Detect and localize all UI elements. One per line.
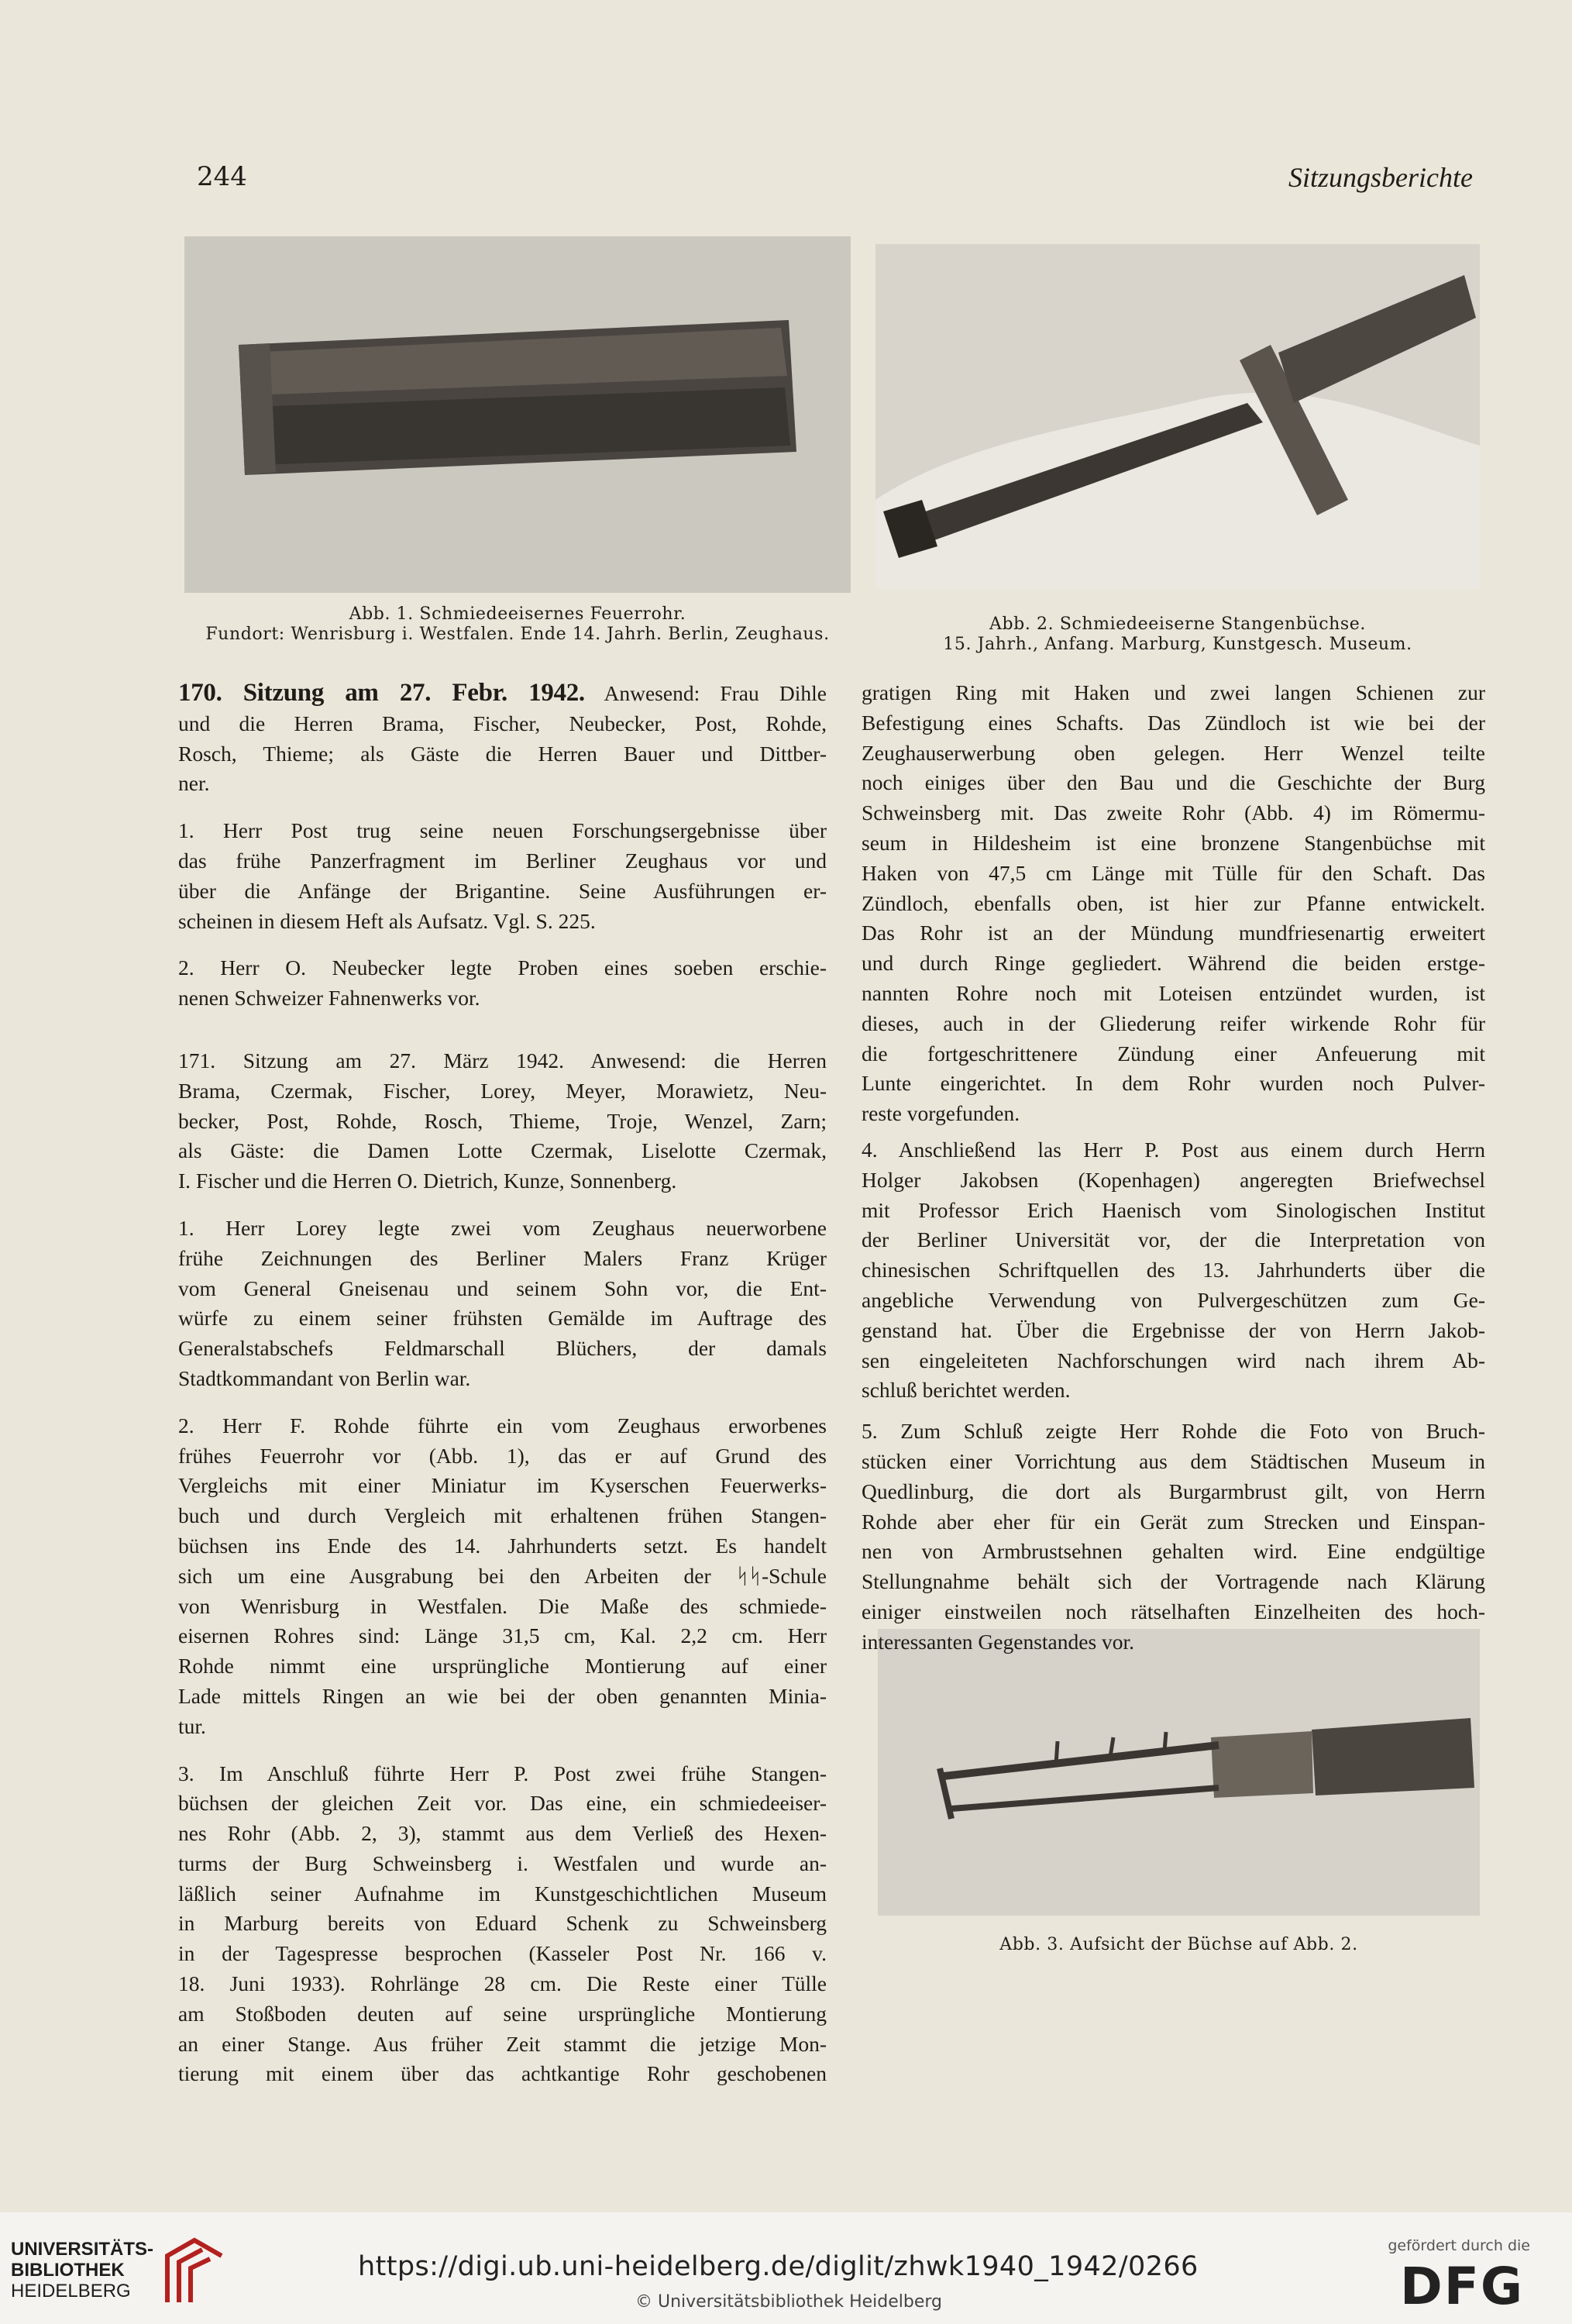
figure-1-caption-line: Fundort: Wenrisburg i. Westfalen. Ende 14. Jahrh. Berlin, Zeughaus. [205,625,830,644]
left-column [178,678,827,2089]
text-line: ner. [178,771,210,796]
text-line: 1. Herr Lorey legte zwei vom Zeughaus neuerworbene [178,1215,827,1240]
text-line: Brama, Czermak, Fischer, Lorey, Meyer, Morawietz, Neu- [178,1078,827,1103]
library-name-line: BIBLIOTHEK [11,2260,125,2281]
text-line: sich um eine Ausgrabung bei den Arbeiten der ᛋᛋ-Schule [178,1563,827,1588]
text-line: 3. Im Anschluß führte Herr P. Post zwei frühe Stangen- [178,1761,827,1785]
text-line: Zeughauserwerbung oben gelegen. Herr Wenzel teilte [862,740,1485,765]
text-line: chinesischen Schriftquellen des 13. Jahrhunderts über die [862,1258,1485,1283]
text-line: tierung mit einem über das achtkantige Rohr geschobenen [178,2061,827,2086]
figure-2-caption-line: Abb. 2. Schmiedeeiserne Stangenbüchse. [989,615,1366,634]
text-line: angebliche Verwendung von Pulvergeschützen zum Ge- [862,1287,1485,1312]
text-line: Rohde nimmt eine ursprüngliche Montierung auf einer [178,1654,827,1678]
text-line: nen von Armbrustsehnen gehalten wird. Eine endgültige [862,1539,1485,1564]
text-line: 18. Juni 1933). Rohrlänge 28 cm. Die Reste einer Tülle [178,1971,827,1996]
running-title: Sitzungsberichte [1288,162,1473,193]
text-line: einiger einstweilen noch rätselhaften Einzelheiten des hoch- [862,1599,1485,1623]
text-line: Rosch, Thieme; als Gäste die Herren Bauer und Dittber- [178,741,827,766]
text-line: becker, Post, Rohde, Rosch, Thieme, Troje, Wenzel, Zarn; [178,1108,827,1133]
text-line: gratigen Ring mit Haken und zwei langen Schienen zur [862,680,1485,704]
figure-1-caption-line: Abb. 1. Schmiedeeisernes Feuerrohr. [349,604,686,624]
page-number: 244 [197,161,247,192]
figure-1-caption [184,604,851,645]
text-line: Stellungnahme behält sich der Vortragende nach Klärung [862,1569,1485,1594]
text-line: Rohde aber eher für ein Gerät zum Strecken und Einspan- [862,1509,1485,1534]
text-line: Lade mittels Ringen an wie bei der oben genannten Minia- [178,1683,827,1708]
figure-3-caption-line: Abb. 3. Aufsicht der Büchse auf Abb. 2. [999,1935,1358,1954]
text-line: Holger Jakobsen (Kopenhagen) angeregten Briefwechsel [862,1167,1485,1192]
text-line: am Stoßboden deuten auf seine ursprüngliche Montierung [178,2001,827,2026]
figure-2-caption-line: 15. Jahrh., Anfang. Marburg, Kunstgesch. Museum. [943,635,1412,654]
page-header [183,161,1500,200]
funding-note: gefördert durch die [1388,2237,1530,2254]
text-line: Generalstabschefs Feldmarschall Blüchers, der damals [178,1336,827,1361]
text-line: schluß berichtet werden. [862,1378,1071,1403]
text-line: Haken von 47,5 cm Länge mit Tülle für den Schaft. Das [862,860,1485,885]
figure-2-caption [875,615,1480,655]
text-line: läßlich seiner Aufnahme im Kunstgeschichtlichen Museum [178,1881,827,1906]
text-line: Zündloch, ebenfalls oben, ist hier zur Pfanne entwickelt. [862,890,1485,915]
figure-3-photo [878,1629,1480,1916]
session-heading: 170. Sitzung am 27. Febr. 1942. [178,679,585,707]
text-line: Stadtkommandant von Berlin war. [178,1365,471,1390]
text-line: 5. Zum Schluß zeigte Herr Rohde die Foto von Bruch- [862,1419,1485,1444]
text-line: 2. Herr F. Rohde führte ein vom Zeughaus erworbenes [178,1413,827,1437]
text-line: an einer Stange. Aus früher Zeit stammt die jetzige Mon- [178,2031,827,2056]
text-line: buch und durch Vergleich mit erhaltenen frühen Stangen- [178,1503,827,1528]
text-line: und die Herren Brama, Fischer, Neubecker, Post, Rohde, [178,711,827,735]
text-line: frühe Zeichnungen des Berliner Malers Franz Krüger [178,1245,827,1270]
permalink[interactable]: https://digi.ub.uni-heidelberg.de/diglit/zhwk1940_1942/0266 [358,2251,1199,2282]
text-line: nannten Rohre noch mit Loteisen entzündet wurden, ist [862,980,1485,1005]
dfg-logo-text: DFG [1400,2257,1525,2310]
text-line: Quedlinburg, die dort als Burgarmbrust gilt, von Herrn [862,1479,1485,1503]
copyright-notice: © Universitätsbibliothek Heidelberg [635,2292,943,2312]
text-line: reste vorgefunden. [862,1101,1020,1126]
text-line: nenen Schweizer Fahnenwerks vor. [178,986,480,1011]
text-line: interessanten Gegenstandes vor. [862,1629,1135,1654]
text-line: Befestigung eines Schafts. Das Zündloch ist wie bei der [862,710,1485,735]
text-line: vom General Gneisenau und seinem Sohn vor, die Ent- [178,1276,827,1300]
text-line: über die Anfänge der Brigantine. Seine Ausführungen er- [178,878,827,903]
figure-3-caption [878,1935,1480,1955]
library-name-line: UNIVERSITÄTS- [11,2239,154,2260]
viewer-footer [0,2212,1572,2324]
text-line: 1. Herr Post trug seine neuen Forschungsergebnisse über [178,818,827,843]
text-line: Schweinsberg mit. Das zweite Rohr (Abb. 4) im Römermu- [862,800,1485,825]
text-line: stücken einer Vorrichtung aus dem Städtischen Museum in [862,1448,1485,1473]
figure-1-photo [184,236,851,593]
text-line: der Berliner Universität vor, der die Interpretation von [862,1227,1485,1252]
text-line: Das Rohr ist an der Mündung mundfriesenartig erweitert [862,921,1485,945]
text-line: tur. [178,1713,206,1738]
text-line: 2. Herr O. Neubecker legte Proben eines soeben erschie- [178,955,827,980]
text-line: I. Fischer und die Herren O. Dietrich, Kunze, Sonnenberg. [178,1169,677,1193]
text-line: Vergleichs mit einer Miniatur im Kyserschen Feuerwerks- [178,1473,827,1498]
text-line: 170. Sitzung am 27. Febr. 1942. Anwesend: Frau Dihle [178,679,827,707]
text-line: nes Rohr (Abb. 2, 3), stammt aus dem Verließ des Hexen- [178,1821,827,1846]
text-line: frühes Feuerrohr vor (Abb. 1), das er auf Grund des [178,1443,827,1468]
text-line: büchsen ins Ende des 14. Jahrhunderts setzt. Es handelt [178,1533,827,1558]
text-line: das frühe Panzerfragment im Berliner Zeughaus vor und [178,848,827,873]
text-line: Lunte eingerichtet. In dem Rohr wurden noch Pulver- [862,1071,1485,1096]
text-line: turms der Burg Schweinsberg i. Westfalen und wurde an- [178,1851,827,1875]
dfg-logo[interactable] [1400,2256,1532,2310]
text-line: mit Professor Erich Haenisch vom Sinologischen Institut [862,1197,1485,1222]
figure-2-photo [875,244,1480,589]
text-line: von Wenrisburg in Westfalen. Die Maße des schmiede- [178,1593,827,1618]
library-name-line: HEIDELBERG [11,2281,131,2302]
text-line: büchsen der gleichen Zeit vor. Das eine, ein schmiedeeiser- [178,1791,827,1816]
text-line: in Marburg bereits von Eduard Schenk zu Schweinsberg [178,1911,827,1936]
text-line: scheinen in diesem Heft als Aufsatz. Vgl. S. 225. [178,908,596,933]
library-name[interactable] [11,2239,153,2302]
text-line: in der Tagespresse besprochen (Kasseler Post Nr. 166 v. [178,1941,827,1966]
text-line: noch einiges über den Bau und die Geschichte der Burg [862,770,1485,795]
right-column [862,678,1485,1658]
text-line: dieses, auch in der Gliederung reifer wirkende Rohr für [862,1011,1485,1035]
library-logo-icon [160,2233,229,2310]
text-line: eisernen Rohres sind: Länge 31,5 cm, Kal. 2,2 cm. Herr [178,1623,827,1648]
text-line: 4. Anschließend las Herr P. Post aus einem durch Herrn [862,1137,1485,1162]
text-line: und durch Ringe gegliedert. Während die beiden erstge- [862,951,1485,976]
text-line: als Gäste: die Damen Lotte Czermak, Liselotte Czermak, [178,1138,827,1163]
text-line: 171. Sitzung am 27. März 1942. Anwesend: die Herren [178,1048,827,1072]
text-line: die fortgeschrittenere Zündung einer Anfeuerung mit [862,1041,1485,1066]
text-line: seum in Hildesheim ist eine bronzene Stangenbüchse mit [862,830,1485,855]
text-line: genstand hat. Über die Ergebnisse der von Herrn Jakob- [862,1317,1485,1342]
text-line: würfe zu einem seiner frühsten Gemälde im Auftrage des [178,1306,827,1331]
text-line: sen eingeleiteten Nachforschungen wird nach ihrem Ab- [862,1348,1485,1372]
